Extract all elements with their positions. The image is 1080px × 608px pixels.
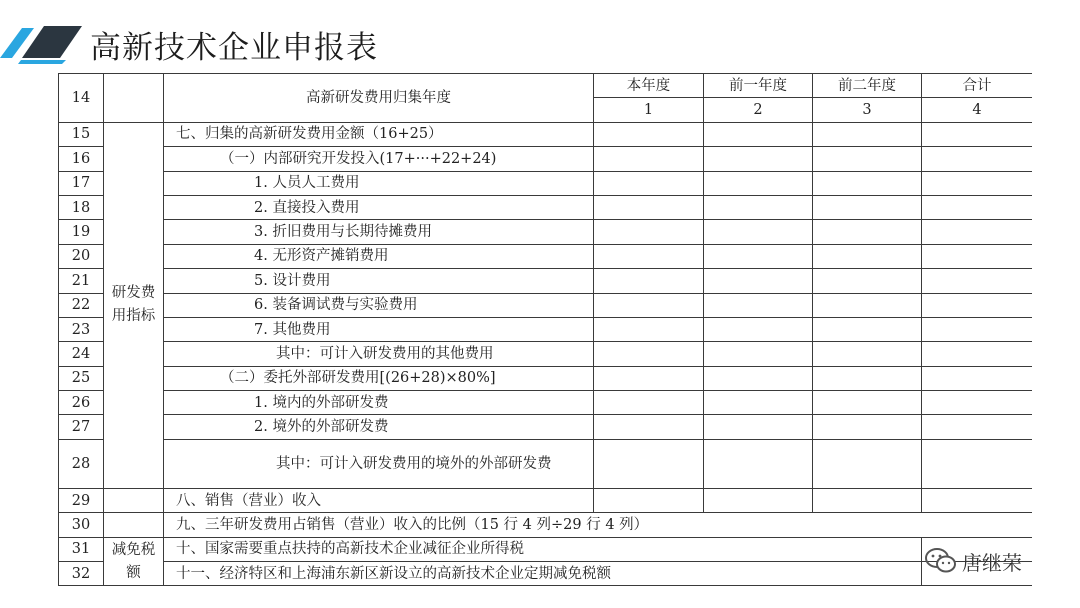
- table-row: [59, 122, 1033, 146]
- row-number: 30: [59, 513, 104, 537]
- cell: [813, 391, 922, 415]
- row-label: 七、归集的高新研发费用金额（16+25）: [164, 122, 594, 146]
- cell: [813, 439, 922, 488]
- row-label: 1. 人员人工费用: [164, 171, 594, 195]
- column-header-prev2-year: 前二年度: [813, 74, 922, 98]
- row-label: 十一、经济特区和上海浦东新区新设立的高新技术企业定期减免税额: [164, 562, 922, 586]
- cell: [813, 122, 922, 146]
- cell: [813, 171, 922, 195]
- table-row: [59, 366, 1033, 390]
- cell: [594, 147, 704, 171]
- table-row: [59, 171, 1033, 195]
- page-title: 高新技术企业申报表: [90, 30, 378, 66]
- row-label: 八、销售（营业）收入: [164, 488, 594, 512]
- table-row: [59, 220, 1033, 244]
- cell: [813, 342, 922, 366]
- cell: [922, 415, 1033, 439]
- cell: [704, 317, 813, 341]
- table-row: [59, 537, 1033, 561]
- column-index: 3: [813, 98, 922, 122]
- row-label: 6. 装备调试费与实验费用: [164, 293, 594, 317]
- cell: [594, 171, 704, 195]
- cell: [704, 171, 813, 195]
- table-row: [59, 439, 1033, 488]
- row-label: 3. 折旧费用与长期待摊费用: [164, 220, 594, 244]
- table-row: [59, 562, 1033, 586]
- column-header-current-year: 本年度: [594, 74, 704, 98]
- row-number: 15: [59, 122, 104, 146]
- row-number: 28: [59, 439, 104, 488]
- wechat-icon: [924, 546, 958, 576]
- row-number: 24: [59, 342, 104, 366]
- row-number: 19: [59, 220, 104, 244]
- cell: [594, 439, 704, 488]
- cell: [813, 488, 922, 512]
- cell: [704, 244, 813, 268]
- cell: [922, 171, 1033, 195]
- row-number: 14: [59, 74, 104, 123]
- row-number: 25: [59, 366, 104, 390]
- cell: [922, 366, 1033, 390]
- cell: [704, 415, 813, 439]
- header-label: 高新研发费用归集年度: [164, 74, 594, 123]
- cell: [594, 244, 704, 268]
- declaration-form: [58, 73, 1032, 588]
- cell: [922, 147, 1033, 171]
- row-label: 九、三年研发费用占销售（营业）收入的比例（15 行 4 列÷29 行 4 列）: [164, 513, 1033, 537]
- cell: [704, 195, 813, 219]
- cell: [813, 366, 922, 390]
- row-number: 22: [59, 293, 104, 317]
- cell: [704, 293, 813, 317]
- cell: [922, 269, 1033, 293]
- row-label: 1. 境内的外部研发费: [164, 391, 594, 415]
- cell: [922, 317, 1033, 341]
- table-row: [59, 342, 1033, 366]
- row-label: 2. 直接投入费用: [164, 195, 594, 219]
- cell: [922, 439, 1033, 488]
- column-header-total: 合计: [922, 74, 1033, 98]
- table-row: [59, 195, 1033, 219]
- table-row: [59, 415, 1033, 439]
- cell: [704, 391, 813, 415]
- cell: [704, 439, 813, 488]
- cell: [704, 122, 813, 146]
- row-label: 2. 境外的外部研发费: [164, 415, 594, 439]
- cell: [922, 488, 1033, 512]
- cell: [594, 269, 704, 293]
- cell: [704, 147, 813, 171]
- table-row: [59, 147, 1033, 171]
- cell: [813, 244, 922, 268]
- row-number: 26: [59, 391, 104, 415]
- watermark-text: 唐继荣: [962, 550, 1022, 575]
- cell: [594, 488, 704, 512]
- cell: [594, 195, 704, 219]
- cell: [594, 293, 704, 317]
- category-rd-indicators: 研发费用指标: [104, 122, 164, 488]
- cell: [704, 488, 813, 512]
- cell: [594, 122, 704, 146]
- column-index: 4: [922, 98, 1033, 122]
- cell: [922, 391, 1033, 415]
- column-header-prev-year: 前一年度: [704, 74, 813, 98]
- row-label: （二）委托外部研发费用[(26+28)×80%]: [164, 366, 594, 390]
- cell: [922, 244, 1033, 268]
- row-label: 其中：可计入研发费用的其他费用: [164, 342, 594, 366]
- cell: [704, 269, 813, 293]
- table-row: [59, 488, 1033, 512]
- table-row: [59, 513, 1033, 537]
- column-index: 2: [704, 98, 813, 122]
- cell: [813, 269, 922, 293]
- watermark: [924, 543, 1022, 579]
- table-row: [59, 269, 1033, 293]
- cell: [813, 147, 922, 171]
- row-number: 18: [59, 195, 104, 219]
- category-tax-reduction: 减免税额: [104, 537, 164, 586]
- row-label: （一）内部研究开发投入(17+···+22+24): [164, 147, 594, 171]
- row-label: 7. 其他费用: [164, 317, 594, 341]
- row-number: 23: [59, 317, 104, 341]
- category-cell: [104, 488, 164, 512]
- cell: [922, 342, 1033, 366]
- table-header-row: [59, 74, 1033, 98]
- table-row: [59, 317, 1033, 341]
- cell: [922, 195, 1033, 219]
- cell: [922, 293, 1033, 317]
- row-number: 29: [59, 488, 104, 512]
- cell: [813, 220, 922, 244]
- cell: [594, 391, 704, 415]
- row-label: 其中：可计入研发费用的境外的外部研发费: [164, 439, 594, 488]
- row-number: 32: [59, 562, 104, 586]
- row-number: 20: [59, 244, 104, 268]
- row-label: 4. 无形资产摊销费用: [164, 244, 594, 268]
- rd-expense-table: [58, 73, 1032, 586]
- logo-icon: [0, 18, 82, 66]
- cell: [594, 317, 704, 341]
- cell: [704, 220, 813, 244]
- row-number: 16: [59, 147, 104, 171]
- cell: [594, 220, 704, 244]
- table-row: [59, 293, 1033, 317]
- cell: [813, 293, 922, 317]
- table-row: [59, 391, 1033, 415]
- cell: [594, 342, 704, 366]
- row-number: 31: [59, 537, 104, 561]
- cell: [922, 122, 1033, 146]
- row-label: 5. 设计费用: [164, 269, 594, 293]
- cell: [594, 366, 704, 390]
- cell: [704, 342, 813, 366]
- cell: [813, 415, 922, 439]
- cell: [922, 220, 1033, 244]
- cell: [813, 195, 922, 219]
- category-cell: [104, 74, 164, 123]
- row-number: 27: [59, 415, 104, 439]
- category-cell: [104, 513, 164, 537]
- cell: [813, 317, 922, 341]
- table-row: [59, 244, 1033, 268]
- cell: [594, 415, 704, 439]
- row-label: 十、国家需要重点扶持的高新技术企业减征企业所得税: [164, 537, 922, 561]
- row-number: 21: [59, 269, 104, 293]
- cell: [704, 366, 813, 390]
- column-index: 1: [594, 98, 704, 122]
- row-number: 17: [59, 171, 104, 195]
